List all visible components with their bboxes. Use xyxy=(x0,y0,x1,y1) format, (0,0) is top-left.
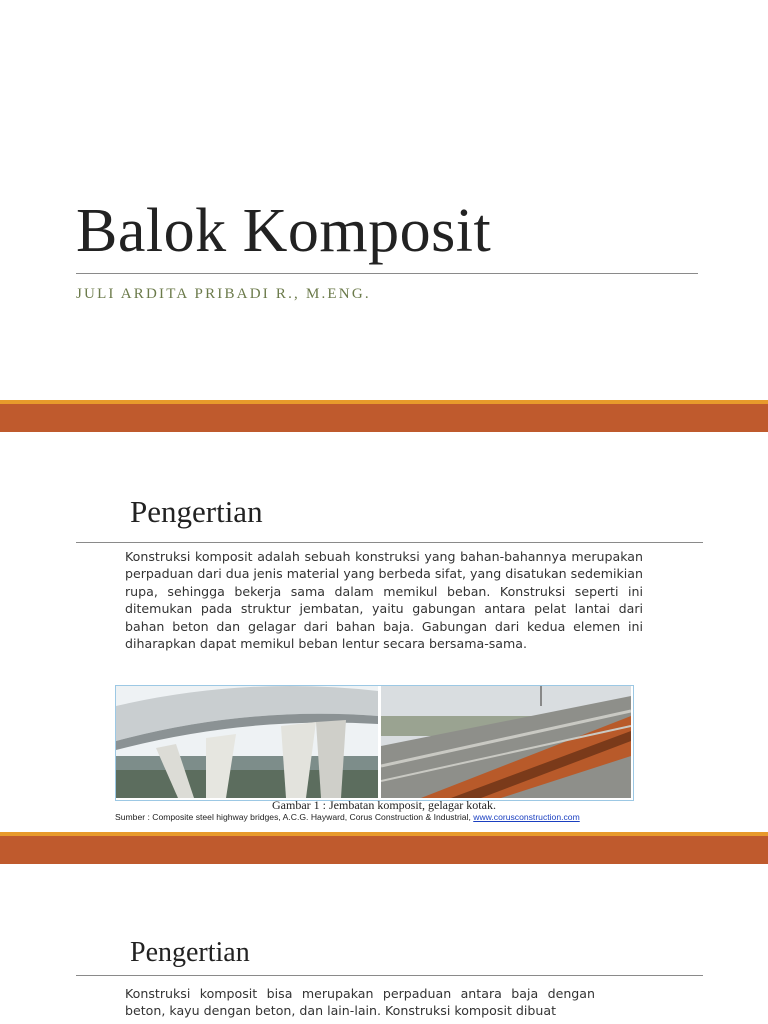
source-link[interactable]: www.corusconstruction.com xyxy=(473,812,580,822)
slide3-divider xyxy=(76,975,703,976)
slide-separator-accent xyxy=(0,400,768,404)
slide-title xyxy=(0,0,768,400)
presentation-title: Balok Komposit xyxy=(76,197,492,265)
figure-source-text: Sumber : Composite steel highway bridges, A.C.G. Hayward, Corus Construction & Industrial, xyxy=(115,812,474,822)
bridge-right-illustration xyxy=(381,686,631,798)
slide-separator-band xyxy=(0,400,768,432)
slide-separator-band-2 xyxy=(0,832,768,864)
slide-separator-accent-2 xyxy=(0,832,768,836)
slide2-paragraph: Konstruksi komposit adalah sebuah konstruksi yang bahan-bahannya merupakan perpaduan dari dua jenis material yang berbeda sifat, yang disatukan sedemikian rupa, sehingga bekerja sama dalam memikul beban. Konstruksi seperti ini ditemukan pada struktur jembatan, yaitu gabungan antara pelat lantai dari bahan beton dan gelagar dari bahan baja. Gabungan dari kedua elemen ini diharapkan dapat memikul beban lentur secara bersama-sama. xyxy=(125,549,643,652)
slide3-heading: Pengertian xyxy=(130,937,250,968)
bridge-photo-left xyxy=(116,686,378,798)
figure-caption: Gambar 1 : Jembatan komposit, gelagar kotak. xyxy=(272,798,496,812)
bridge-left-illustration xyxy=(116,686,378,798)
slide2-divider xyxy=(76,542,703,543)
bridge-photo-right xyxy=(381,686,631,798)
slide2-heading: Pengertian xyxy=(130,494,263,529)
figure-source xyxy=(115,812,580,822)
slide3-paragraph: Konstruksi komposit bisa merupakan perpaduan antara baja dengan beton, kayu dengan beton, dan lain-lain. Konstruksi komposit dibuat xyxy=(125,986,595,1019)
title-divider xyxy=(76,273,698,274)
author-subtitle: JULI ARDITA PRIBADI R., M.ENG. xyxy=(76,286,371,302)
bridge-figure xyxy=(115,685,634,801)
